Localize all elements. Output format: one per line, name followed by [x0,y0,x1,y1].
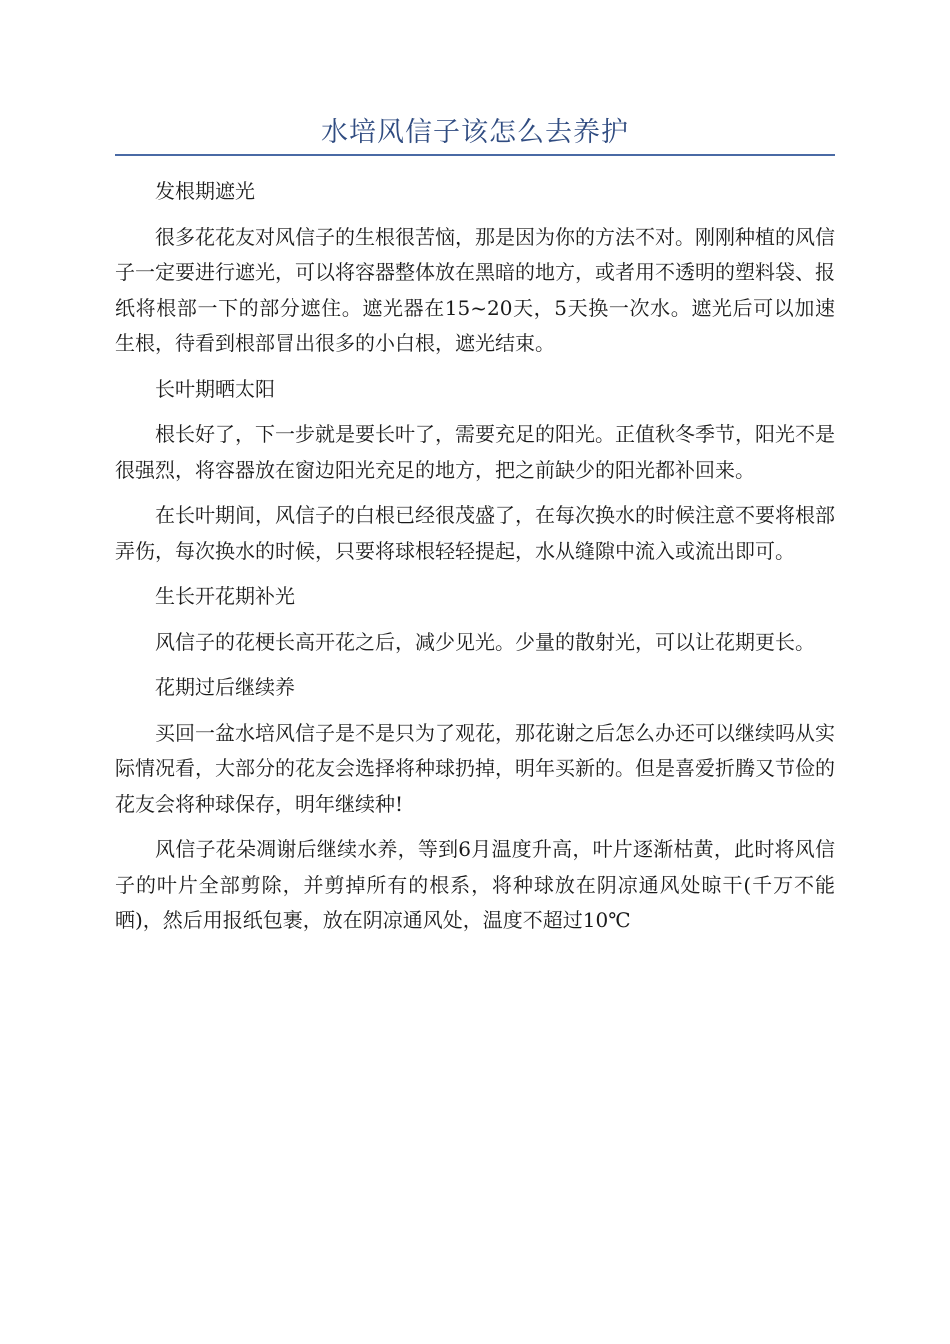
section-heading-after-bloom: 花期过后继续养 [155,675,295,699]
paragraph-after-bloom-storage: 风信子花朵凋谢后继续水养，等到6月温度升高，叶片逐渐枯黄，此时将风信子的叶片全部剪除，并剪掉所有的根系，将种球放在阴凉通风处晾干(千万不能晒)，然后用报纸包裹，放在阴凉通风处，温度不超过10℃ [115,837,835,932]
document-body [115,174,835,949]
page-title: 水培风信子该怎么去养护 [321,117,629,148]
section-heading-rooting: 发根期遮光 [155,179,255,203]
section-heading-flowering: 生长开花期补光 [155,584,295,608]
paragraph-leafing-water: 在长叶期间，风信子的白根已经很茂盛了，在每次换水的时候注意不要将根部弄伤，每次换水的时候，只要将球根轻轻提起，水从缝隙中流入或流出即可。 [115,503,835,563]
title-underline [115,154,835,156]
paragraph-flowering: 风信子的花梗长高开花之后，减少见光。少量的散射光，可以让花期更长。 [155,629,815,654]
paragraph-after-bloom-intro: 买回一盆水培风信子是不是只为了观花，那花谢之后怎么办还可以继续吗从实际情况看，大部分的花友会选择将种球扔掉，明年买新的。但是喜爱折腾又节俭的花友会将种球保存，明年继续种! [115,720,835,816]
section-heading-leafing: 长叶期晒太阳 [155,376,275,401]
paragraph-leafing-sunlight: 根长好了，下一步就是要长叶了，需要充足的阳光。正值秋冬季节，阳光不是很强烈，将容器放在窗边阳光充足的地方，把之前缺少的阳光都补回来。 [115,422,835,482]
paragraph-rooting: 很多花花友对风信子的生根很苦恼，那是因为你的方法不对。刚刚种植的风信子一定要进行遮光，可以将容器整体放在黑暗的地方，或者用不透明的塑料袋、报纸将根部一下的部分遮住。遮光器在15~20天，5天换一次水。遮光后可以加速生根，待看到根部冒出很多的小白根，遮光结束。 [115,224,835,355]
